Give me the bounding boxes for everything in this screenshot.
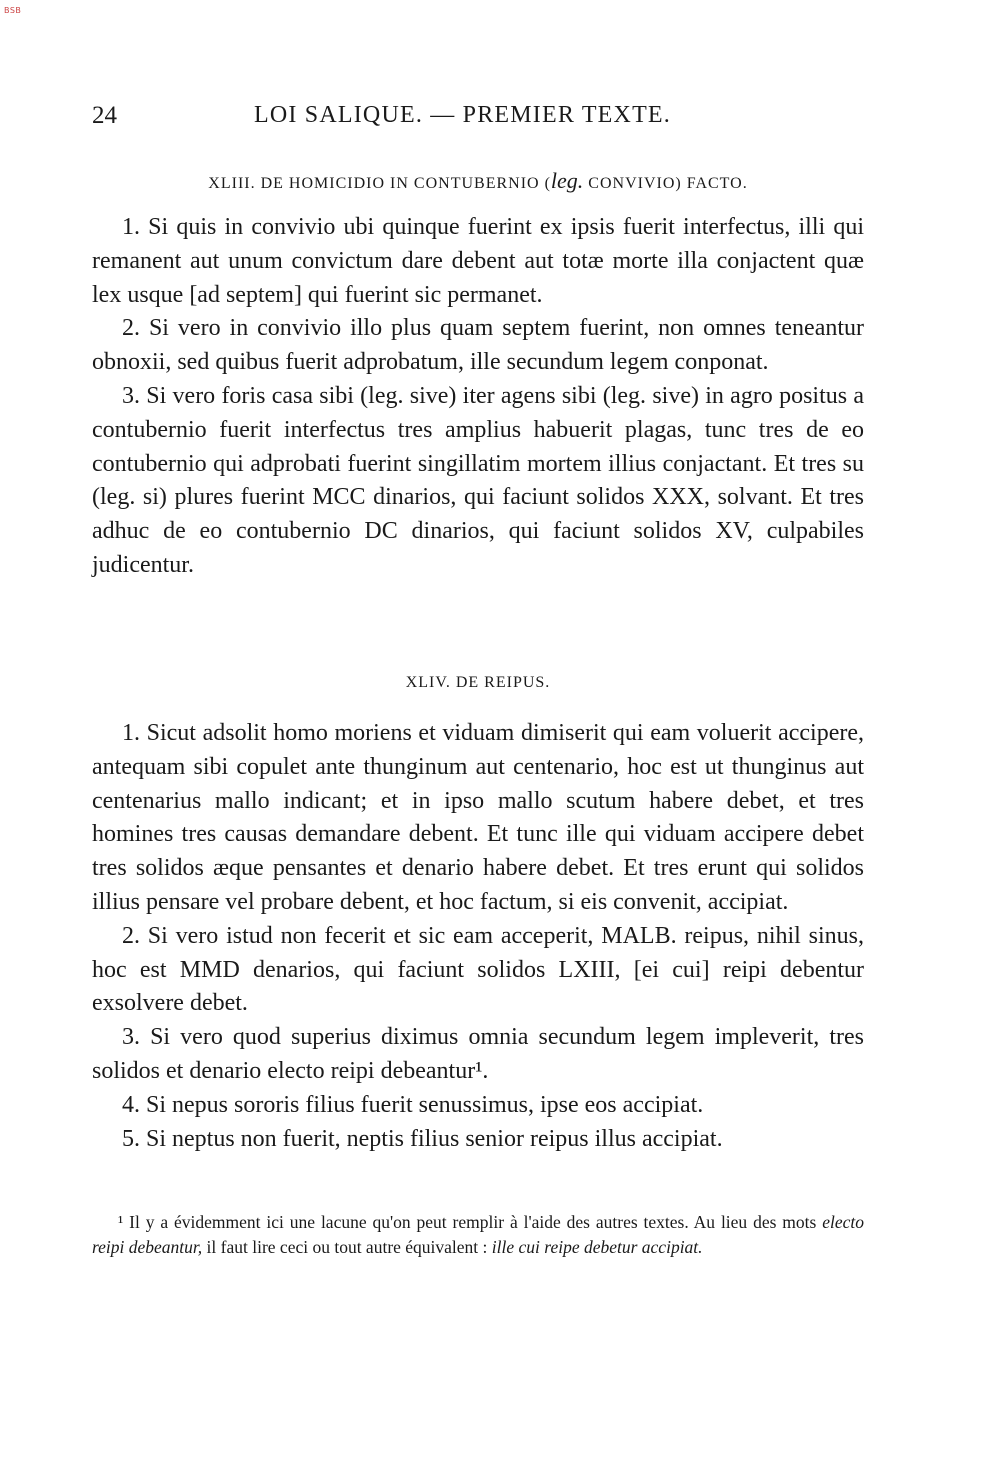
paragraph: 3. Si vero quod superius diximus omnia secundum legem impleverit, tres solidos et denario electo reipi debeantur¹.	[92, 1024, 864, 1084]
library-stamp: BSB	[4, 6, 22, 15]
heading-part: XLIII. DE HOMICIDIO IN CONTUBERNIO (	[208, 175, 551, 192]
footnote-italic: ille cui reipe debetur accipiat.	[491, 1237, 703, 1257]
footnote	[92, 1210, 864, 1260]
footnote-italic: electo reipi debeantur,	[92, 1212, 864, 1257]
footnote-part: il faut lire ceci ou tout autre équivalent :	[202, 1237, 492, 1257]
paragraph: 4. Si nepus sororis filius fuerit senussimus, ipse eos accipiat.	[122, 1091, 704, 1118]
paragraph: 1. Sicut adsolit homo moriens et viduam dimiserit qui eam voluerit accipere, antequam sibi copulet ante thunginum aut centenario, hoc est ut thunginus aut centenarius mallo indicant; et in ipso mallo scutum habere debet, et tres homines tres causas demandare debent. Et tunc ille qui viduam accipere debet tres solidos æque pensantes et denario habere debet. Et tres erunt qui solidos illius pensare vel probare debent, et hoc factum, si eis convenit, accipiat.	[92, 720, 864, 915]
page-number: 24	[92, 102, 117, 129]
section-heading-xliv: XLIV. DE REIPUS.	[405, 674, 551, 691]
footnote-part: Il y a évidemment ici une lacune qu'on peut remplir à l'aide des autres textes. Au lieu des mots	[123, 1212, 823, 1232]
section-heading-xliii	[92, 168, 864, 194]
paragraph: 2. Si vero istud non fecerit et sic eam acceperit, MALB. reipus, nihil sinus, hoc est MMD denarios, qui faciunt solidos LXIII, [ei cui] reipi debentur exsolvere debet.	[92, 922, 864, 1017]
footnote-marker: ¹	[118, 1212, 124, 1232]
paragraph: 1. Si quis in convivio ubi quinque fuerint ex ipsis fuerit interfectus, illi qui remanent aut unum convictum dare debent aut totæ morte illa conjactent quæ lex usque [ad septem] qui fuerint sic permanet.	[92, 214, 864, 308]
heading-part: CONVIVIO) FACTO.	[583, 175, 748, 192]
heading-leg-italic: leg.	[550, 168, 584, 193]
section-xliii-body	[92, 211, 864, 583]
running-head	[92, 102, 864, 136]
running-title: LOI SALIQUE. — PREMIER TEXTE.	[254, 102, 671, 128]
section-xliv-body	[92, 717, 864, 1156]
paragraph: 5. Si neptus non fuerit, neptis filius senior reipus illus accipiat.	[122, 1125, 723, 1152]
paragraph: 3. Si vero foris casa sibi (leg. sive) iter agens sibi (leg. sive) in agro positus a contubernio fuerit interfectus tres amplius habuerit plagas, tunc tres de eo contubernio qui adprobati fuerint singillatim mortem illius conjactant. Et tres su (leg. si) plures fuerint MCC dinarios, qui faciunt solidos XXX, solvant. Et tres adhuc de eo contubernio DC dinarios, qui faciunt solidos XV, culpabiles judicentur.	[92, 382, 864, 578]
footnote-text	[92, 1210, 864, 1260]
paragraph: 2. Si vero in convivio illo plus quam septem fuerint, non omnes teneantur obnoxii, sed quibus fuerit adprobatum, ille secundum legem conponat.	[92, 315, 864, 376]
